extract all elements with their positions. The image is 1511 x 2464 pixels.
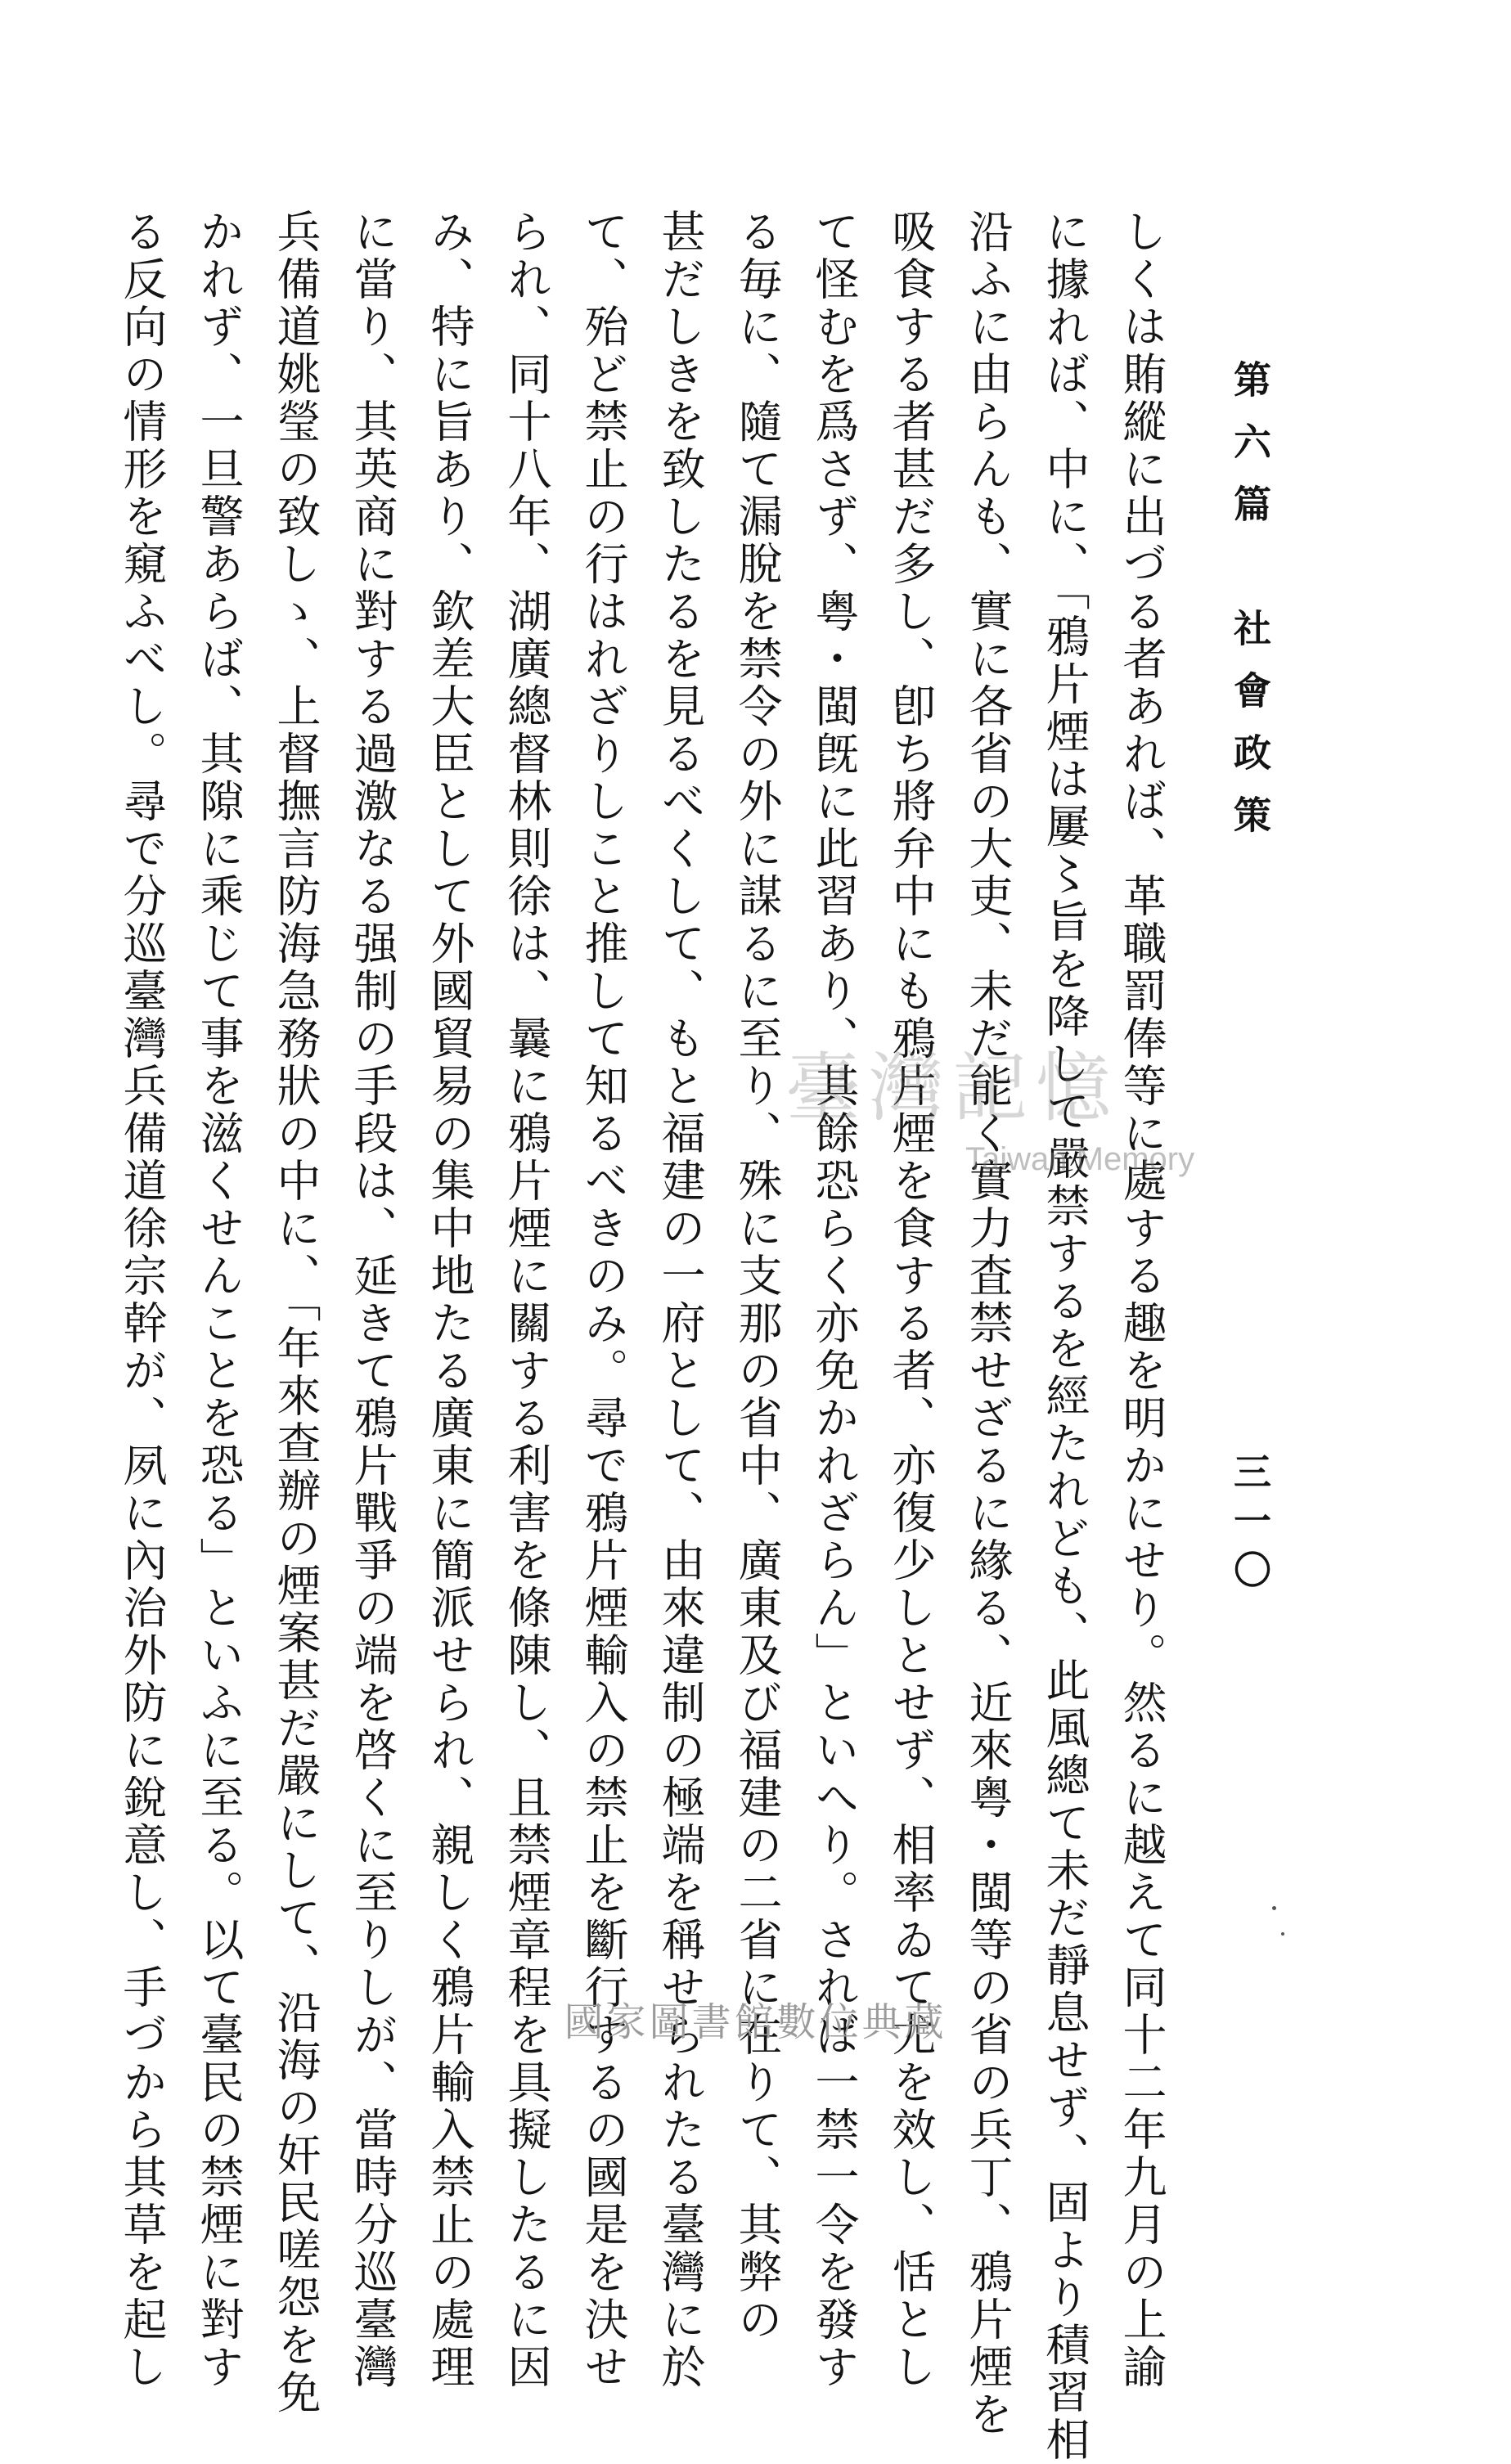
library-credit: 國家圖書館數位典藏 (564, 1999, 947, 2045)
body-line-2: に據れば、中に、「鴉片煙は屢〻旨を降して嚴禁するを經たれども、此風總て未だ靜息せず、固より積習相 (1039, 209, 1091, 2464)
body-line-6: る毎に、隨て漏脫を禁令の外に謀るに至り、殊に支那の省中、廣東及び福建の二省に在りて、其弊の (731, 209, 783, 2344)
body-line-4: 吸食する者甚だ多し、卽ち將弁中にも鴉片煙を食する者、亦復少しとせず、相率ゐて尤を效し、恬とし (885, 209, 937, 2391)
body-line-12: 兵備道姚瑩の致しゝ、上督撫言防海急務狀の中に、「年來查辦の煙案甚だ嚴にして、沿海の奸民嗟怨を免 (270, 209, 322, 2417)
running-title: 第六篇 社會政策 (1228, 360, 1272, 857)
body-line-1: しくは賄縱に出づる者あれば、革職罰俸等に處する趣を明かにせり。然るに越えて同十二年九月の上諭 (1116, 209, 1167, 2391)
watermark-subtitle: Taiwan Memory (965, 1141, 1195, 1177)
body-line-7: 甚だしきを致したるを見るべくして、もと福建の一府として、由來違制の極端を稱せられたる臺灣に於 (654, 209, 706, 2391)
watermark-title: 臺灣記憶 (785, 1045, 1120, 1132)
body-line-14: る反向の情形を窺ふべし。尋で分巡臺灣兵備道徐宗幹が、夙に內治外防に銳意し、手づから其草を起し (116, 209, 168, 2391)
scan-speck (1272, 1906, 1276, 1910)
body-line-9: られ、同十八年、湖廣總督林則徐は、曩に鴉片煙に關する利害を條陳し、且禁煙章程を具擬したるに因 (501, 209, 552, 2391)
scan-speck (1281, 1932, 1284, 1936)
page-number: 三一〇 (1228, 1452, 1272, 1599)
body-line-3: 沿ふに由らんも、實に各省の大吏、未だ能く實力査禁せざるに緣る、近來粤・閩等の省の兵丁、鴉片煙を (962, 209, 1014, 2439)
body-line-11: に當り、其英商に對する過激なる强制の手段は、延きて鴉片戰爭の端を啓くに至りしが、當時分巡臺灣 (347, 209, 398, 2391)
body-line-8: て、殆ど禁止の行はれざりしこと推して知るべきのみ。尋で鴉片煙輸入の禁止を斷行するの國是を決せ (578, 209, 629, 2391)
body-line-13: かれず、一旦警あらば、其隙に乘じて事を滋くせんことを恐る」といふに至る。以て臺民の禁煙に對す (193, 209, 245, 2391)
body-line-10: み、特に旨あり、欽差大臣として外國貿易の集中地たる廣東に簡派せられ、親しく鴉片輸入禁止の處理 (424, 209, 475, 2391)
body-line-5: て怪むを爲さず、粤・閩旣に此習あり、其餘恐らく亦免かれざらん」といへり。されば一禁一令を發す (808, 209, 860, 2391)
